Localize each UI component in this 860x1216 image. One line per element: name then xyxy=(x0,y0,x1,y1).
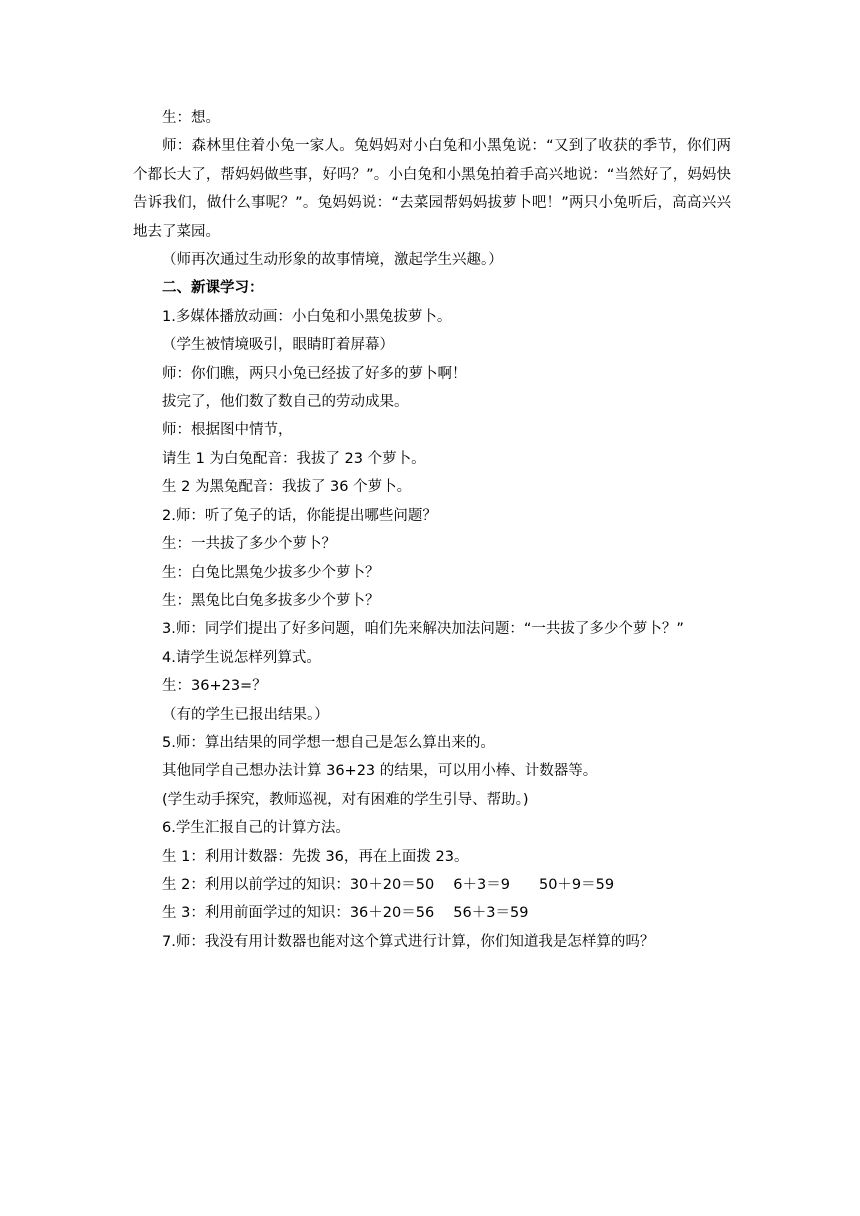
document-body xyxy=(133,104,733,956)
paragraph: 生 3：利用前面学过的知识：36＋20＝56 56＋3＝59 xyxy=(162,905,529,922)
section-heading: 二、新课学习： xyxy=(162,280,264,297)
paragraph: 生 2：利用以前学过的知识：30＋20＝50 6＋3＝9 50＋9＝59 xyxy=(162,876,615,893)
paragraph: 7.师：我没有用计数器也能对这个算式进行计算，你们知道我是怎样算的吗？ xyxy=(162,933,655,950)
paragraph: 5.师：算出结果的同学想一想自己是怎么算出来的。 xyxy=(162,734,495,751)
paragraph: 6.学生汇报自己的计算方法。 xyxy=(162,820,350,837)
paragraph: 师：你们瞧，两只小兔已经拔了好多的萝卜啊！ xyxy=(162,365,467,382)
paragraph: 其他同学自己想办法计算 36+23 的结果，可以用小棒、计数器等。 xyxy=(162,763,598,780)
paragraph: 拔完了，他们数了数自己的劳动成果。 xyxy=(162,394,409,411)
paragraph: 师：森林里住着小兔一家人。兔妈妈对小白兔和小黑兔说：“又到了收获的季节，你们两个都长大了，帮妈妈做些事，好吗？”。小白兔和小黑兔拍着手高兴地说：“当然好了，妈妈快告诉我们，做什么事呢？”。兔妈妈说：“去菜园帮妈妈拔萝卜吧！”两只小兔听后，高高兴兴地去了菜园。 xyxy=(133,138,731,240)
paragraph: 生 1：利用计数器：先拨 36，再在上面拨 23。 xyxy=(162,848,469,865)
paragraph: （有的学生已报出结果。） xyxy=(162,706,329,723)
paragraph: 生 2 为黑兔配音：我拔了 36 个萝卜。 xyxy=(162,479,412,496)
paragraph: 生：一共拔了多少个萝卜？ xyxy=(162,536,336,553)
paragraph: 生：想。 xyxy=(162,110,220,126)
paragraph: 4.请学生说怎样列算式。 xyxy=(162,649,321,666)
paragraph: 生：黑兔比白兔多拔多少个萝卜？ xyxy=(162,592,380,609)
paragraph: 师：根据图中情节， xyxy=(162,422,293,439)
paragraph: 生：白兔比黑兔少拔多少个萝卜？ xyxy=(162,564,380,581)
paragraph: （学生被情境吸引，眼睛盯着屏幕） xyxy=(162,337,394,354)
paragraph: 1.多媒体播放动画：小白兔和小黑兔拔萝卜。 xyxy=(162,308,452,325)
paragraph: （师再次通过生动形象的故事情境，激起学生兴趣。） xyxy=(162,252,503,269)
paragraph: (学生动手探究，教师巡视，对有困难的学生引导、帮助。) xyxy=(162,791,529,808)
paragraph: 请生 1 为白兔配音：我拔了 23 个萝卜。 xyxy=(162,450,426,467)
paragraph: 3.师：同学们提出了好多问题，咱们先来解决加法问题：“一共拔了多少个萝卜？” xyxy=(162,621,684,638)
paragraph: 2.师：听了兔子的话，你能提出哪些问题？ xyxy=(162,507,437,524)
paragraph: 生：36+23=？ xyxy=(162,678,267,695)
